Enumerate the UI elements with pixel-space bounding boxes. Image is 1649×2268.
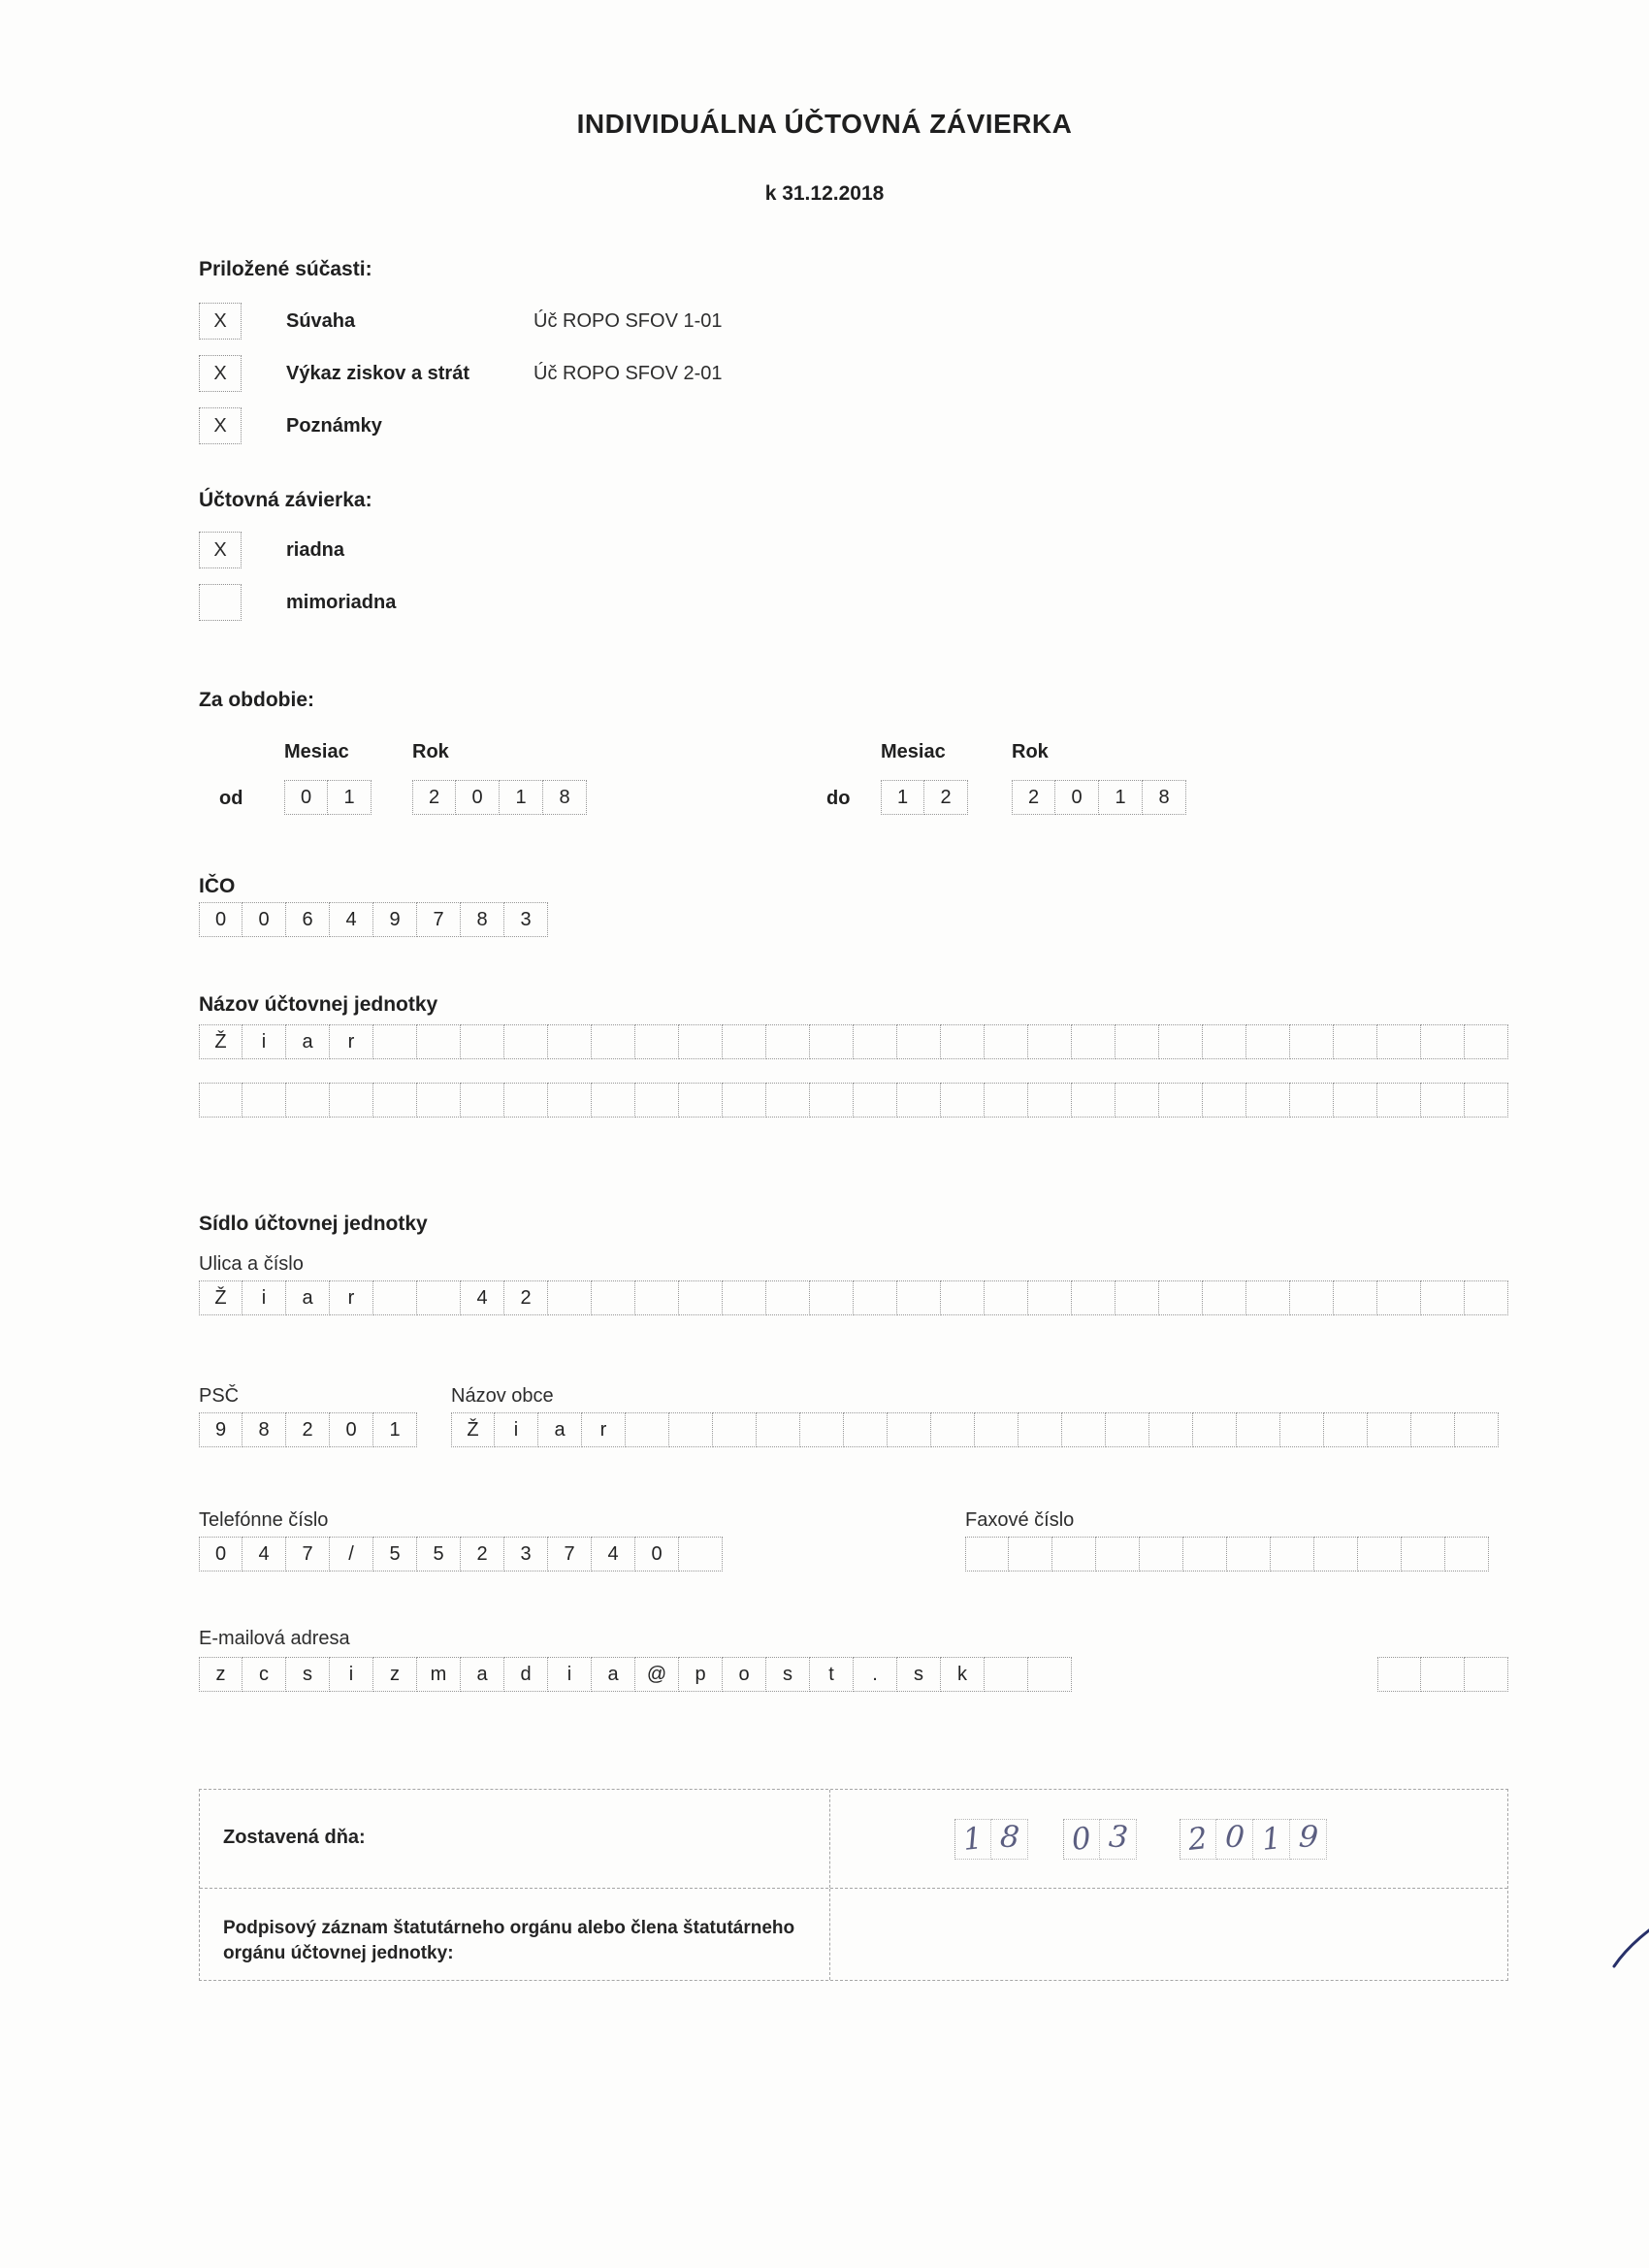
email-grid [199, 1657, 1072, 1692]
checkbox-poznamky [199, 407, 242, 444]
attachments-heading: Priložené súčasti: [199, 258, 372, 280]
grid-cell [800, 1412, 844, 1447]
grid-cell [1193, 1412, 1237, 1447]
grid-cell [1402, 1537, 1445, 1571]
period-from-label: od [219, 788, 243, 809]
fax-label: Faxové číslo [965, 1509, 1075, 1531]
grid-cell [679, 1083, 723, 1118]
grid-cell [1465, 1280, 1508, 1315]
grid-cell [985, 1083, 1028, 1118]
period-to-label: do [826, 788, 851, 809]
grid-cell: 9 [373, 902, 417, 937]
grid-cell [723, 1083, 766, 1118]
grid-cell [897, 1083, 941, 1118]
grid-cell [1106, 1412, 1149, 1447]
grid-cell [1072, 1083, 1116, 1118]
grid-cell: 8 [461, 902, 504, 937]
grid-cell: 1 [1099, 780, 1143, 815]
footer-row-signature [200, 1889, 1507, 1980]
date-year-grid [1180, 1819, 1327, 1860]
grid-cell [1334, 1083, 1377, 1118]
period-to-year-label: Rok [1012, 741, 1049, 762]
grid-cell: 2 [1012, 780, 1055, 815]
grid-cell [1246, 1024, 1290, 1059]
grid-cell [679, 1024, 723, 1059]
checkbox-vykaz [199, 355, 242, 392]
grid-cell [810, 1280, 854, 1315]
grid-cell [766, 1024, 810, 1059]
grid-cell [1377, 1024, 1421, 1059]
grid-cell: r [330, 1280, 373, 1315]
grid-cell: 5 [417, 1537, 461, 1571]
grid-cell [1116, 1024, 1159, 1059]
grid-cell [1358, 1537, 1402, 1571]
address-heading: Sídlo účtovnej jednotky [199, 1213, 428, 1235]
grid-cell: a [461, 1657, 504, 1692]
attachment-code: Úč ROPO SFOV 2-01 [534, 362, 723, 384]
grid-cell: d [504, 1657, 548, 1692]
date-day-grid [954, 1819, 1028, 1860]
grid-cell [504, 1083, 548, 1118]
grid-cell [1203, 1083, 1246, 1118]
grid-cell [1246, 1083, 1290, 1118]
grid-cell: 8 [1143, 780, 1186, 815]
grid-cell [1159, 1280, 1203, 1315]
closing-type-heading: Účtovná závierka: [199, 489, 372, 511]
grid-cell [1072, 1024, 1116, 1059]
grid-cell [1116, 1083, 1159, 1118]
period-to-month-grid [881, 780, 968, 815]
grid-cell [1290, 1083, 1334, 1118]
grid-cell: 9 [1290, 1819, 1327, 1860]
grid-cell [1421, 1280, 1465, 1315]
checkbox-mark: X [213, 414, 227, 437]
grid-cell [1280, 1412, 1324, 1447]
grid-cell [1159, 1083, 1203, 1118]
grid-cell: 4 [461, 1280, 504, 1315]
grid-cell [985, 1657, 1028, 1692]
period-from-month-grid [284, 780, 372, 815]
grid-cell [1421, 1024, 1465, 1059]
grid-cell [417, 1024, 461, 1059]
grid-cell: Ž [451, 1412, 495, 1447]
grid-cell: 7 [417, 902, 461, 937]
closing-row-riadna [199, 532, 781, 568]
grid-cell [1028, 1024, 1072, 1059]
grid-cell [669, 1412, 713, 1447]
grid-cell [1465, 1657, 1508, 1692]
grid-cell [810, 1083, 854, 1118]
grid-cell [1052, 1537, 1096, 1571]
grid-cell: i [242, 1280, 286, 1315]
grid-cell: 0 [284, 780, 328, 815]
grid-cell [1183, 1537, 1227, 1571]
entity-name-label: Názov účtovnej jednotky [199, 993, 438, 1016]
grid-cell [1465, 1083, 1508, 1118]
grid-cell: a [286, 1280, 330, 1315]
grid-cell: 9 [199, 1412, 242, 1447]
grid-cell: 0 [635, 1537, 679, 1571]
grid-cell: r [582, 1412, 626, 1447]
grid-cell [1377, 1083, 1421, 1118]
grid-cell [635, 1024, 679, 1059]
street-label: Ulica a číslo [199, 1253, 304, 1275]
compiled-date-label: Zostavená dňa: [200, 1790, 830, 1888]
grid-cell: o [723, 1657, 766, 1692]
grid-cell [931, 1412, 975, 1447]
town-label: Názov obce [451, 1385, 554, 1407]
grid-cell [679, 1280, 723, 1315]
grid-cell: 8 [991, 1819, 1028, 1860]
grid-cell: 5 [373, 1537, 417, 1571]
grid-cell: 2 [286, 1412, 330, 1447]
grid-cell [1028, 1083, 1072, 1118]
grid-cell: s [897, 1657, 941, 1692]
grid-cell: 8 [543, 780, 587, 815]
grid-cell: 0 [1216, 1819, 1253, 1860]
attachment-label: Súvaha [286, 309, 356, 332]
grid-cell: c [242, 1657, 286, 1692]
grid-cell: 0 [199, 1537, 242, 1571]
phone-label: Telefónne číslo [199, 1509, 329, 1531]
footer-table [199, 1789, 1508, 1981]
grid-cell [941, 1083, 985, 1118]
closing-label: mimoriadna [286, 591, 397, 613]
grid-cell: 3 [504, 902, 548, 937]
grid-cell [592, 1083, 635, 1118]
grid-cell [242, 1083, 286, 1118]
grid-cell: @ [635, 1657, 679, 1692]
grid-cell [985, 1024, 1028, 1059]
psc-label: PSČ [199, 1385, 240, 1407]
grid-cell [985, 1280, 1028, 1315]
grid-cell: r [330, 1024, 373, 1059]
grid-cell [1465, 1024, 1508, 1059]
grid-cell: 1 [328, 780, 372, 815]
grid-cell [373, 1024, 417, 1059]
grid-cell [1009, 1537, 1052, 1571]
grid-cell [1149, 1412, 1193, 1447]
grid-cell: i [242, 1024, 286, 1059]
grid-cell: 1 [373, 1412, 417, 1447]
grid-cell [461, 1083, 504, 1118]
attachment-row-suvaha [199, 303, 1072, 340]
grid-cell [1237, 1412, 1280, 1447]
grid-cell: z [373, 1657, 417, 1692]
attachment-label: Výkaz ziskov a strát [286, 362, 469, 384]
closing-label: riadna [286, 538, 345, 561]
grid-cell [417, 1083, 461, 1118]
grid-cell: t [810, 1657, 854, 1692]
grid-cell [1096, 1537, 1140, 1571]
grid-cell: p [679, 1657, 723, 1692]
date-month-grid [1063, 1819, 1137, 1860]
grid-cell: 0 [330, 1412, 373, 1447]
grid-cell [592, 1024, 635, 1059]
period-to-month-label: Mesiac [881, 741, 946, 762]
grid-cell [975, 1412, 1018, 1447]
grid-cell [1368, 1412, 1411, 1447]
footer-row-date [200, 1790, 1507, 1889]
grid-cell [713, 1412, 757, 1447]
attachment-code: Úč ROPO SFOV 1-01 [534, 309, 723, 332]
grid-cell: 7 [548, 1537, 592, 1571]
grid-cell: i [548, 1657, 592, 1692]
grid-cell: Ž [199, 1024, 242, 1059]
grid-cell: 1 [1253, 1819, 1290, 1860]
grid-cell [965, 1537, 1009, 1571]
grid-cell [286, 1083, 330, 1118]
grid-cell: Ž [199, 1280, 242, 1315]
fax-grid [965, 1537, 1489, 1571]
grid-cell [504, 1024, 548, 1059]
email-extra-grid [1377, 1657, 1508, 1692]
grid-cell [373, 1083, 417, 1118]
entity-name-grid-row2 [199, 1083, 1508, 1118]
checkbox-suvaha [199, 303, 242, 340]
grid-cell [1377, 1280, 1421, 1315]
grid-cell [897, 1280, 941, 1315]
grid-cell [548, 1280, 592, 1315]
form-title: INDIVIDUÁLNA ÚČTOVNÁ ZÁVIERKA [576, 109, 1073, 139]
period-from-year-grid [412, 780, 587, 815]
grid-cell: 2 [924, 780, 968, 815]
grid-cell [373, 1280, 417, 1315]
grid-cell [1314, 1537, 1358, 1571]
grid-cell [1072, 1280, 1116, 1315]
grid-cell [941, 1024, 985, 1059]
grid-cell: 0 [456, 780, 500, 815]
form-subtitle-date: k 31.12.2018 [764, 182, 885, 205]
grid-cell [1324, 1412, 1368, 1447]
checkbox-mark: X [213, 309, 227, 332]
grid-cell [1421, 1657, 1465, 1692]
grid-cell [1377, 1657, 1421, 1692]
grid-cell [1290, 1280, 1334, 1315]
grid-cell: 3 [504, 1537, 548, 1571]
grid-cell: 6 [286, 902, 330, 937]
grid-cell [897, 1024, 941, 1059]
grid-cell [635, 1280, 679, 1315]
grid-cell [626, 1412, 669, 1447]
checkbox-mark: X [213, 538, 227, 561]
grid-cell [1062, 1412, 1106, 1447]
signature [1587, 1871, 1649, 2036]
grid-cell: 7 [286, 1537, 330, 1571]
street-grid [199, 1280, 1508, 1315]
grid-cell [854, 1083, 897, 1118]
grid-cell [461, 1024, 504, 1059]
grid-cell [723, 1280, 766, 1315]
grid-cell [854, 1024, 897, 1059]
grid-cell: i [495, 1412, 538, 1447]
grid-cell [766, 1280, 810, 1315]
grid-cell [1246, 1280, 1290, 1315]
grid-cell [635, 1083, 679, 1118]
grid-cell: a [592, 1657, 635, 1692]
grid-cell [941, 1280, 985, 1315]
grid-cell [1203, 1280, 1246, 1315]
grid-cell: 0 [199, 902, 242, 937]
grid-cell: 1 [881, 780, 924, 815]
grid-cell: 2 [504, 1280, 548, 1315]
grid-cell: a [538, 1412, 582, 1447]
grid-cell: 2 [1180, 1819, 1216, 1860]
compiled-date-value-area [830, 1790, 1507, 1888]
grid-cell: / [330, 1537, 373, 1571]
grid-cell [1140, 1537, 1183, 1571]
checkbox-mark: X [213, 362, 227, 384]
grid-cell [1421, 1083, 1465, 1118]
grid-cell: k [941, 1657, 985, 1692]
grid-cell [330, 1083, 373, 1118]
grid-cell [766, 1083, 810, 1118]
grid-cell: 0 [1055, 780, 1099, 815]
attachment-row-poznamky [199, 407, 1072, 444]
grid-cell: 2 [461, 1537, 504, 1571]
period-to-year-grid [1012, 780, 1186, 815]
grid-cell [1455, 1412, 1499, 1447]
grid-cell [592, 1280, 635, 1315]
attachment-label: Poznámky [286, 414, 382, 437]
grid-cell: 2 [412, 780, 456, 815]
grid-cell [854, 1280, 897, 1315]
grid-cell: 1 [500, 780, 543, 815]
ico-label: IČO [199, 875, 236, 897]
attachment-row-vykaz [199, 355, 1072, 392]
grid-cell [1445, 1537, 1489, 1571]
grid-cell [757, 1412, 800, 1447]
grid-cell [679, 1537, 723, 1571]
grid-cell [1028, 1280, 1072, 1315]
grid-cell: m [417, 1657, 461, 1692]
grid-cell [1028, 1657, 1072, 1692]
grid-cell: 4 [242, 1537, 286, 1571]
grid-cell: s [766, 1657, 810, 1692]
grid-cell [548, 1083, 592, 1118]
entity-name-grid-row1 [199, 1024, 1508, 1059]
signature-label: Podpisový záznam štatutárneho orgánu alebo člena štatutárneho orgánu účtovnej jednotky: [200, 1889, 830, 1980]
closing-row-mimoriadna [199, 584, 781, 621]
period-heading: Za obdobie: [199, 689, 314, 711]
grid-cell [1334, 1280, 1377, 1315]
checkbox-mimoriadna [199, 584, 242, 621]
checkbox-riadna [199, 532, 242, 568]
grid-cell [810, 1024, 854, 1059]
period-from-year-label: Rok [412, 741, 449, 762]
grid-cell [1018, 1412, 1062, 1447]
psc-grid [199, 1412, 417, 1447]
grid-cell [1116, 1280, 1159, 1315]
grid-cell [1159, 1024, 1203, 1059]
grid-cell [888, 1412, 931, 1447]
grid-cell [1203, 1024, 1246, 1059]
period-from-month-label: Mesiac [284, 741, 349, 762]
grid-cell: 1 [954, 1819, 991, 1860]
grid-cell: 0 [1063, 1819, 1100, 1860]
grid-cell [1227, 1537, 1271, 1571]
grid-cell [844, 1412, 888, 1447]
grid-cell [723, 1024, 766, 1059]
grid-cell [199, 1083, 242, 1118]
signature-area [830, 1889, 1507, 1980]
grid-cell: i [330, 1657, 373, 1692]
grid-cell: 4 [592, 1537, 635, 1571]
grid-cell: s [286, 1657, 330, 1692]
grid-cell [417, 1280, 461, 1315]
grid-cell: 8 [242, 1412, 286, 1447]
grid-cell [1290, 1024, 1334, 1059]
email-label: E-mailová adresa [199, 1628, 350, 1649]
grid-cell [1334, 1024, 1377, 1059]
grid-cell: 3 [1100, 1819, 1137, 1860]
grid-cell: 0 [242, 902, 286, 937]
grid-cell [548, 1024, 592, 1059]
town-grid [451, 1412, 1499, 1447]
grid-cell [1271, 1537, 1314, 1571]
grid-cell: a [286, 1024, 330, 1059]
grid-cell: z [199, 1657, 242, 1692]
phone-grid [199, 1537, 723, 1571]
grid-cell: 4 [330, 902, 373, 937]
grid-cell: . [854, 1657, 897, 1692]
ico-grid [199, 902, 548, 937]
grid-cell [1411, 1412, 1455, 1447]
